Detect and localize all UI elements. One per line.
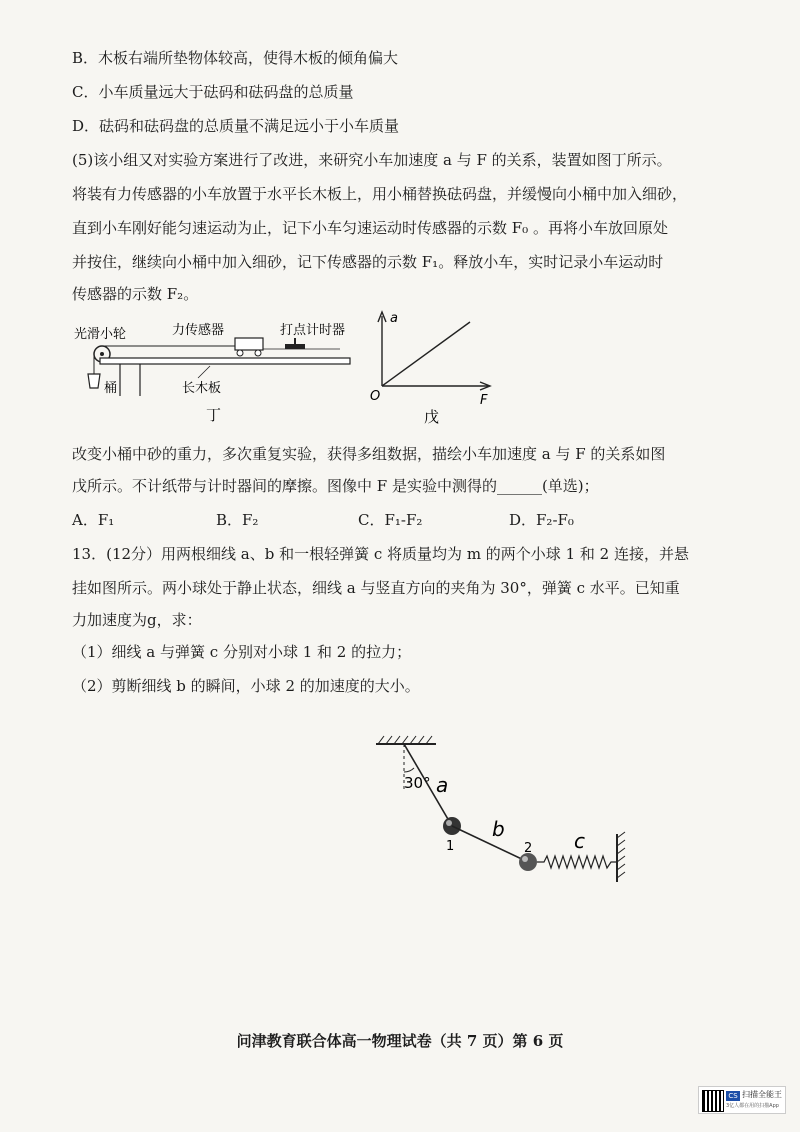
option-c: C．F₁-F₂ (358, 511, 423, 529)
angle-label: 30° (404, 774, 431, 792)
paragraph-line: 传感器的示数 F₂。 (72, 285, 199, 303)
bucket-label: 桶 (104, 381, 118, 396)
option-c-line: C．小车质量远大于砝码和砝码盘的总质量 (72, 83, 354, 101)
sensor-box (235, 338, 263, 350)
figure-caption-ding: 丁 (206, 406, 222, 424)
answer-options (72, 509, 632, 529)
camscanner-logo: CS (726, 1091, 740, 1101)
figure-q13 (366, 730, 636, 890)
paragraph-line: 并按住，继续向小桶中加入细砂，记下传感器的示数 F₁。释放小车，实时记录小车运动时 (72, 253, 664, 271)
paragraph-line: (5)该小组又对实验方案进行了改进，来研究小车加速度 a 与 F 的关系，装置如图丁所示。 (72, 151, 672, 169)
option-a: A．F₁ (72, 511, 115, 529)
question-13-line: 力加速度为g，求： (72, 611, 202, 629)
scanner-name: 扫描全能王 (742, 1090, 782, 1099)
question-13-part1: （1）细线 a 与弹簧 c 分别对小球 1 和 2 的拉力； (72, 643, 412, 661)
y-axis-label: a (390, 311, 398, 326)
thread-b-label: b (492, 817, 505, 841)
thread-a-label: a (436, 773, 449, 797)
option-b: B．F₂ (216, 511, 259, 529)
x-axis-label: F (480, 393, 488, 408)
ball-1-label: 1 (446, 839, 455, 854)
paragraph-line: 直到小车刚好能匀速运动为止，记下小车匀速运动时传感器的示数 F₀ 。再将小车放回原处 (72, 219, 668, 237)
paragraph-line: 改变小桶中砂的重力，多次重复实验，获得多组数据，描绘小车加速度 a 与 F 的关系如图 (72, 445, 666, 463)
sensor-label: 力传感器 (172, 323, 225, 338)
spring-c-label: c (574, 829, 585, 853)
figure-ding (70, 316, 360, 426)
board-label: 长木板 (182, 381, 222, 396)
question-13-line: 挂如图所示。两小球处于静止状态，细线 a 与竖直方向的夹角为 30°，弹簧 c 水平。已知重 (72, 579, 680, 597)
option-d: D．F₂-F₀ (509, 511, 574, 529)
scanner-tagline: 3亿人都在用的扫描App (726, 1103, 779, 1109)
paragraph-line: 戊所示。不计纸带与计时器间的摩擦。图像中 F 是实验中测得的______(单选)； (72, 477, 599, 495)
option-d-line: D．砝码和砝码盘的总质量不满足远小于小车质量 (72, 117, 400, 135)
origin-label: O (370, 389, 381, 404)
question-13-part2: （2）剪断细线 b 的瞬间，小球 2 的加速度的大小。 (72, 677, 420, 695)
spring-c (537, 856, 616, 868)
ball-2-label: 2 (524, 841, 533, 856)
option-b-line: B．木板右端所垫物体较高，使得木板的倾角偏大 (72, 49, 399, 67)
timer-icon (285, 344, 305, 349)
graph-line (382, 322, 470, 386)
long-board (100, 358, 350, 364)
bucket-icon (88, 374, 100, 388)
figure-wu (368, 308, 508, 428)
page-footer: 问津教育联合体高一物理试卷（共 7 页）第 6 页 (236, 1032, 564, 1050)
scanner-badge (698, 1086, 786, 1114)
paragraph-line: 将装有力传感器的小车放置于水平长木板上，用小桶替换砝码盘，并缓慢向小桶中加入细砂， (72, 185, 688, 203)
pulley-label: 光滑小轮 (74, 327, 127, 342)
question-13-line: 13．(12分）用两根细线 a、b 和一根轻弹簧 c 将质量均为 m 的两个小球 1 和 2 连接，并悬 (72, 545, 689, 563)
qr-code-icon (702, 1090, 724, 1112)
timer-label: 打点计时器 (280, 323, 346, 338)
thread-b (452, 826, 528, 862)
figure-caption-wu: 戊 (424, 408, 440, 426)
